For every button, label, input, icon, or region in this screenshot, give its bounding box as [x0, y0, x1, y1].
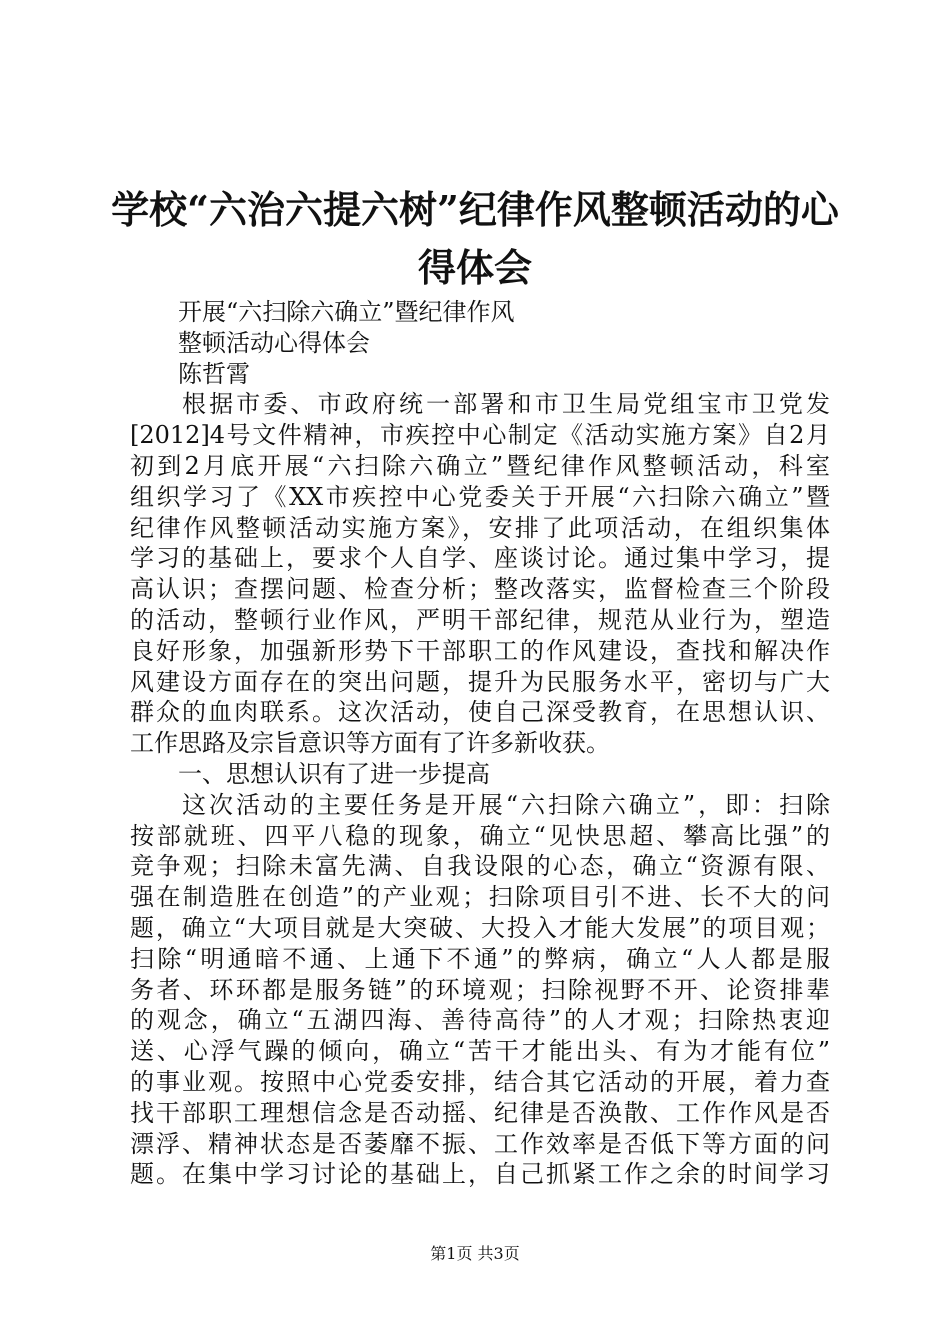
paragraph-line: 高认识；查摆问题、检查分析；整改落实，监督检查三个阶段: [130, 575, 830, 604]
paragraph-line: 群众的血肉联系。这次活动，使自己深受教育，在思想认识、: [130, 698, 830, 727]
paragraph-line: 强在制造胜在创造”的产业观；扫除项目引不进、长不大的问: [130, 883, 830, 912]
paragraph-line: 初到2月底开展“六扫除六确立”暨纪律作风整顿活动，科室: [130, 451, 830, 480]
paragraph-line: 风建设方面存在的突出问题，提升为民服务水平，密切与广大: [130, 667, 830, 696]
paragraph-line: 漂浮、精神状态是否萎靡不振、工作效率是否低下等方面的问: [130, 1129, 830, 1158]
author-name: 陈哲霄: [178, 359, 250, 388]
paragraph-line: 学习的基础上，要求个人自学、座谈讨论。通过集中学习，提: [130, 544, 830, 573]
meta-line: 开展“六扫除六确立”暨纪律作风: [178, 298, 515, 326]
paragraph-line: 这次活动的主要任务是开展“六扫除六确立”，即：扫除: [182, 790, 830, 819]
paragraph-line: 的活动，整顿行业作风，严明干部纪律，规范从业行为，塑造: [130, 605, 830, 634]
paragraph-line: 务者、环环都是服务链”的环境观；扫除视野不开、论资排辈: [130, 975, 830, 1004]
page-footer: 第1页 共3页: [430, 1244, 520, 1263]
paragraph-line: 纪律作风整顿活动实施方案》，安排了此项活动，在组织集体: [130, 513, 830, 542]
paragraph-line: 送、心浮气躁的倾向，确立“苦干才能出头、有为才能有位”: [130, 1037, 830, 1066]
paragraph-line: 的事业观。按照中心党委安排，结合其它活动的开展，着力查: [130, 1067, 830, 1096]
paragraph-line: 找干部职工理想信念是否动摇、纪律是否涣散、工作作风是否: [130, 1098, 830, 1127]
paragraph-line: 按部就班、四平八稳的现象，确立“见快思超、攀高比强”的: [130, 821, 830, 850]
meta-line: 整顿活动心得体会: [178, 328, 370, 357]
paragraph-line: 良好形象，加强新形势下干部职工的作风建设，查找和解决作: [130, 636, 830, 665]
document-title-line-1: 学校“六治六提六树”纪律作风整顿活动的心: [111, 187, 839, 232]
paragraph-line: [2012]4号文件精神，市疾控中心制定《活动实施方案》自2月: [130, 421, 830, 450]
paragraph-line: 根据市委、市政府统一部署和市卫生局党组宝市卫党发: [182, 390, 830, 419]
paragraph-line: 题，确立“大项目就是大突破、大投入才能大发展”的项目观；: [130, 913, 830, 942]
document-title-line-2: 得体会: [417, 245, 532, 290]
paragraph-line: 竞争观；扫除未富先满、自我设限的心态，确立“资源有限、: [130, 852, 830, 881]
paragraph-line: 扫除“明通暗不通、上通下不通”的弊病，确立“人人都是服: [130, 944, 830, 973]
section-heading: 一、思想认识有了进一步提高: [178, 759, 490, 788]
paragraph-line: 组织学习了《XX市疾控中心党委关于开展“六扫除六确立”暨: [130, 482, 830, 511]
document-body: [130, 297, 830, 1190]
paragraph-line: 题。在集中学习讨论的基础上，自己抓紧工作之余的时间学习: [130, 1160, 830, 1189]
paragraph-line: 的观念，确立“五湖四海、善待高待”的人才观；扫除热衷迎: [130, 1006, 830, 1035]
paragraph-line: 工作思路及宗旨意识等方面有了许多新收获。: [130, 729, 610, 758]
